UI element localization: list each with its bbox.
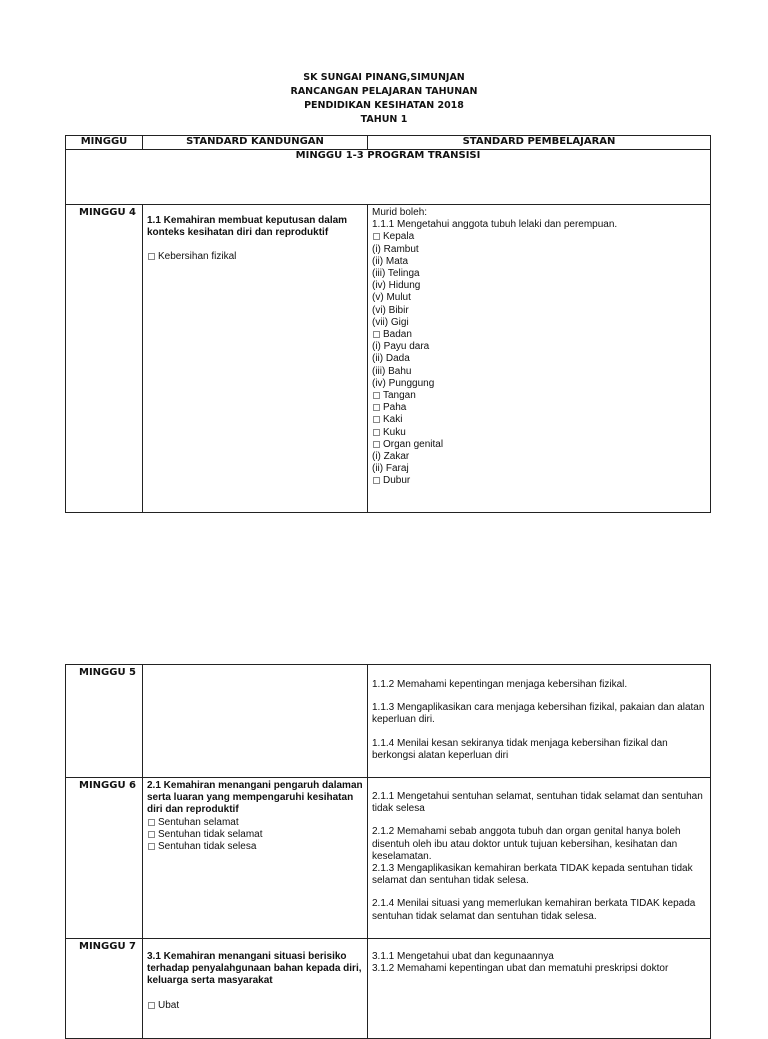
- learning-standard-item: (iii) Bahu: [372, 365, 412, 377]
- learning-standard-item: Kuku: [372, 427, 706, 439]
- learning-standard-cell: [368, 778, 711, 939]
- column-header-learning-standard: STANDARD PEMBELAJARAN: [368, 136, 711, 150]
- table-row-week5: [66, 665, 711, 778]
- learning-standard-item: (ii) Mata: [372, 255, 409, 267]
- learning-standard-item: Tangan: [372, 390, 706, 402]
- content-standard-cell: [143, 665, 368, 778]
- checkbox-bullet-icon: [148, 843, 155, 850]
- learning-standard-item: 1.1.4 Menilai kesan sekiranya tidak menjaga kebersihan fizikal dan berkongsi alatan keperluan diri: [372, 737, 668, 761]
- learning-standard-item: (ii) Faraj: [372, 463, 409, 475]
- learning-standard-item: 2.1.4 Menilai situasi yang memerlukan kemahiran berkata TIDAK kepada sentuhan tidak selamat dan sentuhan tidak selesa.: [372, 898, 696, 922]
- checkbox-bullet-icon: [373, 441, 380, 448]
- year-title: TAHUN 1: [360, 114, 408, 125]
- learning-standard-item: 2.1.3 Mengaplikasikan kemahiran berkata TIDAK kepada sentuhan tidak selamat dan sentuhan tidak selesa.: [372, 863, 693, 887]
- transition-label: MINGGU 1-3 PROGRAM TRANSISI: [66, 150, 711, 205]
- plan-table-1: [65, 135, 711, 513]
- learning-standard-item: (ii) Dada: [372, 353, 410, 365]
- table-row-week6: [66, 778, 711, 939]
- content-standard-cell: [143, 205, 368, 513]
- learning-standard-item: Badan: [372, 329, 706, 341]
- learning-standard-item: (i) Payu dara: [372, 341, 430, 353]
- learning-standard-item: (vii) Gigi: [372, 316, 409, 328]
- checkbox-bullet-icon: [148, 253, 155, 260]
- subject-title: PENDIDIKAN KESIHATAN 2018: [304, 100, 464, 111]
- week-label: MINGGU 7: [66, 939, 143, 1039]
- learning-standard-cell: [368, 665, 711, 778]
- checkbox-bullet-icon: [373, 404, 380, 411]
- learning-standard-item: Dubur: [372, 475, 706, 487]
- content-standard-item: Ubat: [147, 1000, 363, 1012]
- learning-standard-item: (v) Mulut: [372, 292, 411, 304]
- week-label: MINGGU 5: [66, 665, 143, 778]
- learning-standard-item: Organ genital: [372, 439, 706, 451]
- learning-standard-item: Kaki: [372, 414, 706, 426]
- learning-standard-item: Murid boleh:: [372, 207, 428, 218]
- checkbox-bullet-icon: [373, 233, 380, 240]
- content-standard-item: Sentuhan selamat: [147, 817, 363, 829]
- learning-standard-item: 3.1.2 Memahami kepentingan ubat dan mematuhi preskripsi doktor: [372, 963, 669, 975]
- transition-row: [66, 150, 711, 205]
- document-header: [0, 71, 768, 127]
- learning-standard-item: (vi) Bibir: [372, 304, 409, 316]
- week-label: MINGGU 4: [66, 205, 143, 513]
- checkbox-bullet-icon: [373, 416, 380, 423]
- content-standard-title: 2.1 Kemahiran menangani pengaruh dalaman serta luaran yang mempengaruhi kesihatan diri dan reproduktif: [147, 780, 363, 816]
- learning-standard-item: (iv) Hidung: [372, 280, 421, 292]
- plan-table-2: [65, 664, 711, 1039]
- column-header-content-standard: STANDARD KANDUNGAN: [143, 136, 368, 150]
- learning-standard-item: Kepala: [372, 231, 706, 243]
- school-name: SK SUNGAI PINANG,SIMUNJAN: [303, 72, 465, 83]
- checkbox-bullet-icon: [373, 429, 380, 436]
- checkbox-bullet-icon: [373, 331, 380, 338]
- learning-standard-item: 3.1.1 Mengetahui ubat dan kegunaannya: [372, 951, 554, 963]
- content-standard-title: 3.1 Kemahiran menangani situasi berisiko terhadap penyalahgunaan bahan kepada diri, keluarga serta masyarakat: [147, 951, 362, 987]
- learning-standard-item: 1.1.2 Memahami kepentingan menjaga kebersihan fizikal.: [372, 679, 628, 690]
- learning-standard-item: 1.1.3 Mengaplikasikan cara menjaga kebersihan fizikal, pakaian dan alatan keperluan diri.: [372, 702, 705, 726]
- column-header-week: MINGGU: [66, 136, 143, 150]
- learning-standard-item: 2.1.2 Memahami sebab anggota tubuh dan organ genital hanya boleh disentuh oleh ibu atau doktor untuk tujuan kebersihan, kesihatan dan keselamatan.: [372, 826, 681, 862]
- content-standard-item: Sentuhan tidak selamat: [147, 829, 363, 841]
- learning-standard-item: Paha: [372, 402, 706, 414]
- learning-standard-cell: [368, 205, 711, 513]
- learning-standard-item: (iv) Punggung: [372, 377, 435, 389]
- checkbox-bullet-icon: [148, 819, 155, 826]
- content-standard-cell: [143, 778, 368, 939]
- checkbox-bullet-icon: [373, 392, 380, 399]
- learning-standard-item: 2.1.1 Mengetahui sentuhan selamat, sentuhan tidak selamat dan sentuhan tidak selesa: [372, 791, 703, 815]
- learning-standard-item: (i) Rambut: [372, 243, 419, 255]
- week-label: MINGGU 6: [66, 778, 143, 939]
- plan-title: RANCANGAN PELAJARAN TAHUNAN: [290, 86, 478, 97]
- checkbox-bullet-icon: [373, 477, 380, 484]
- content-standard-item: Kebersihan fizikal: [147, 251, 363, 263]
- learning-standard-item: 1.1.1 Mengetahui anggota tubuh lelaki dan perempuan.: [372, 219, 618, 231]
- checkbox-bullet-icon: [148, 831, 155, 838]
- table-row-week4: [66, 205, 711, 513]
- table-header-row: [66, 136, 711, 150]
- checkbox-bullet-icon: [148, 1002, 155, 1009]
- learning-standard-item: (i) Zakar: [372, 451, 410, 463]
- content-standard-title: 1.1 Kemahiran membuat keputusan dalam konteks kesihatan diri dan reproduktif: [147, 215, 348, 239]
- learning-standard-item: (iii) Telinga: [372, 268, 420, 280]
- content-standard-item: Sentuhan tidak selesa: [147, 841, 363, 853]
